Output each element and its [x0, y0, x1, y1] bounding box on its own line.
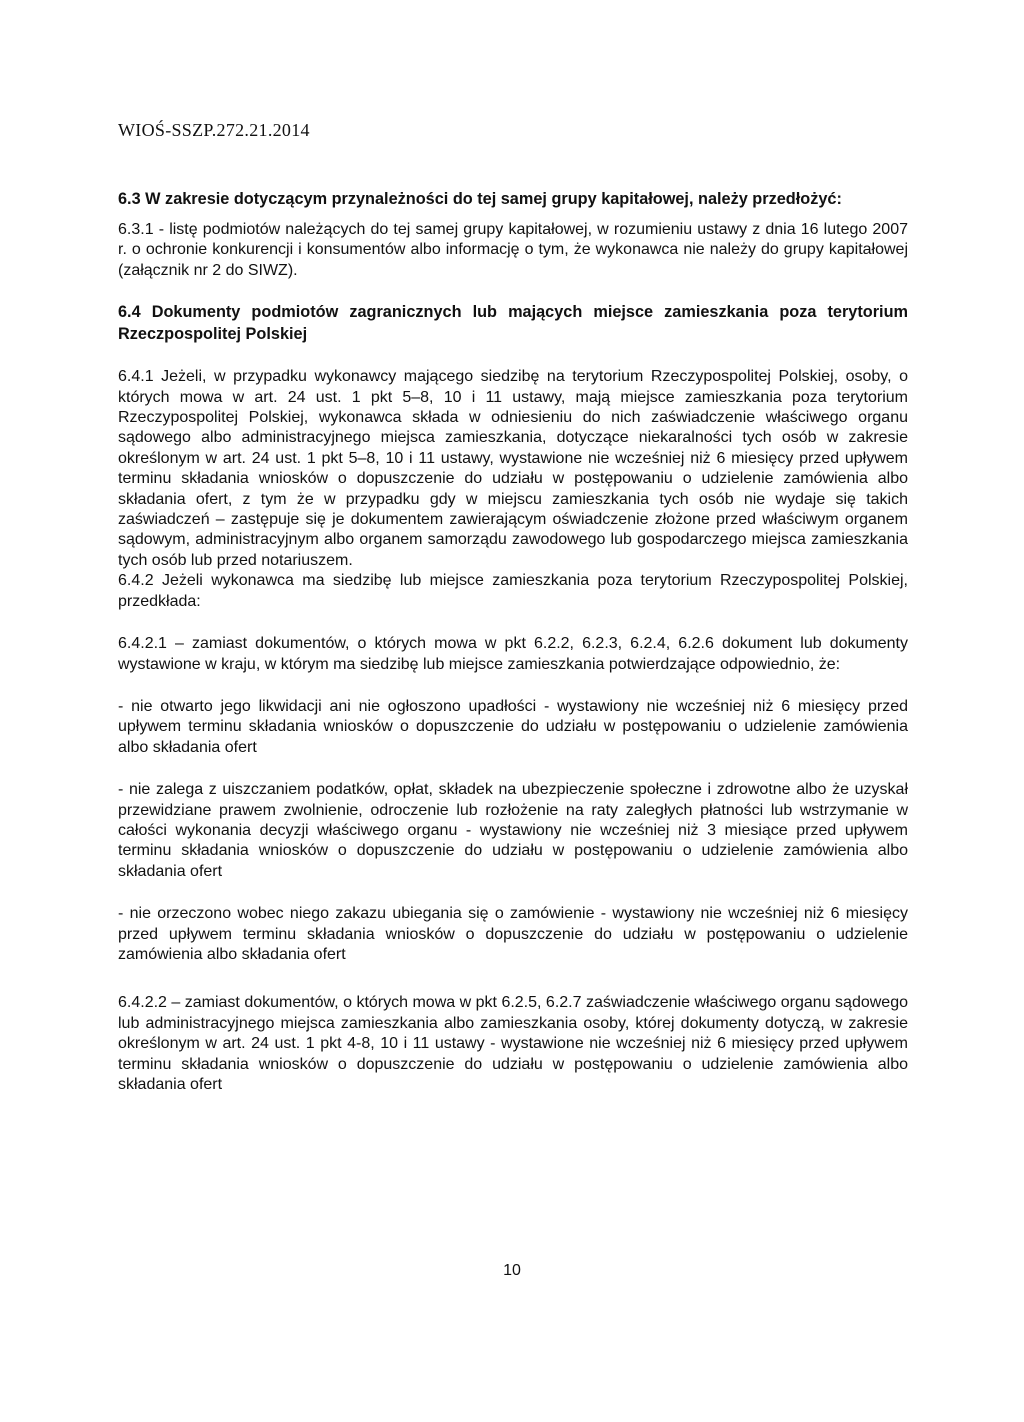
document-body	[118, 188, 908, 1095]
section-6-3-heading: 6.3 W zakresie dotyczącym przynależności do tej samej grupy kapitałowej, należy przedłożyć:	[118, 190, 842, 208]
section-6-4-2-paragraph: 6.4.2 Jeżeli wykonawca ma siedzibę lub miejsce zamieszkania poza terytorium Rzeczypospolitej Polskiej, przedkłada:	[118, 572, 908, 610]
section-6-4-2-2-paragraph: 6.4.2.2 – zamiast dokumentów, o których mowa w pkt 6.2.5, 6.2.7 zaświadczenie właściwego organu sądowego lub administracyjnego miejsca zamieszkania albo zamieszkania osoby, której dokumenty dotyczą, w zakresie określonym w art. 24 ust. 1 pkt 4-8, 10 i 11 ustawy - wystawione nie wcześniej niż 6 miesięcy przed upływem terminu składania wniosków o dopuszczenie do udziału w postępowaniu o udzielenie zamówienia albo składania ofert	[118, 994, 908, 1093]
page-number: 10	[503, 1262, 521, 1279]
requirement-bullet-1: - nie otwarto jego likwidacji ani nie ogłoszono upadłości - wystawiony nie wcześniej niż 6 miesięcy przed upływem terminu składania wniosków o dopuszczenie do udziału w postępowaniu o udzielenie zamówienia albo składania ofert	[118, 697, 908, 756]
document-reference-number: WIOŚ-SSZP.272.21.2014	[118, 120, 310, 140]
requirement-bullet-3: - nie orzeczono wobec niego zakazu ubiegania się o zamówienie - wystawiony nie wcześniej niż 6 miesięcy przed upływem terminu składania wniosków o dopuszczenie do udziału w postępowaniu o udzielenie zamówienia albo składania ofert	[118, 905, 908, 963]
requirement-bullet-2: - nie zalega z uiszczaniem podatków, opłat, składek na ubezpieczenie społeczne i zdrowotne albo że uzyskał przewidziane prawem zwolnienie, odroczenie lub rozłożenie na raty zaległych płatności lub wstrzymanie w całości wykonania decyzji właściwego organu - wystawiony nie wcześniej niż 3 miesiące przed upływem terminu składania wniosków o dopuszczenie do udziału w postępowaniu o udzielenie zamówienia albo składania ofert	[118, 781, 908, 880]
section-6-4-2-1-paragraph: 6.4.2.1 – zamiast dokumentów, o których mowa w pkt 6.2.2, 6.2.3, 6.2.4, 6.2.6 dokument lub dokumenty wystawione w kraju, w którym ma siedzibę lub miejsce zamieszkania potwierdzające odpowiednio, że:	[118, 635, 908, 673]
section-6-3-1-paragraph: 6.3.1 - listę podmiotów należących do tej samej grupy kapitałowej, w rozumieniu ustawy z dnia 16 lutego 2007 r. o ochronie konkurencji i konsumentów albo informację o tym, że wykonawca nie należy do grupy kapitałowej (załącznik nr 2 do SIWZ).	[118, 221, 908, 279]
section-6-4-1-paragraph: 6.4.1 Jeżeli, w przypadku wykonawcy mającego siedzibę na terytorium Rzeczypospolitej Polskiej, osoby, o których mowa w art. 24 ust. 1 pkt 5–8, 10 i 11 ustawy, mają miejsce zamieszkania poza terytorium Rzeczypospolitej Polskiej, wykonawca składa w odniesieniu do nich zaświadczenie właściwego organu sądowego albo administracyjnego miejsca zamieszkania, dotyczące niekaralności tych osób w zakresie określonym w art. 24 ust. 1 pkt 5–8, 10 i 11 ustawy, wystawione nie wcześniej niż 6 miesięcy przed upływem terminu składania wniosków o dopuszczenie do udziału w postępowaniu o udzielenie zamówienia albo składania ofert, z tym że w przypadku gdy w miejscu zamieszkania tych osób nie wydaje się takich zaświadczeń – zastępuje się je dokumentem zawierającym oświadczenie złożone przed właściwym organem sądowym, administracyjnym albo organem samorządu zawodowego lub gospodarczego miejsca zamieszkania tych osób lub przed notariuszem.	[118, 368, 908, 569]
section-6-4-heading: 6.4 Dokumenty podmiotów zagranicznych lub mających miejsce zamieszkania poza terytorium Rzeczpospolitej Polskiej	[118, 303, 908, 344]
